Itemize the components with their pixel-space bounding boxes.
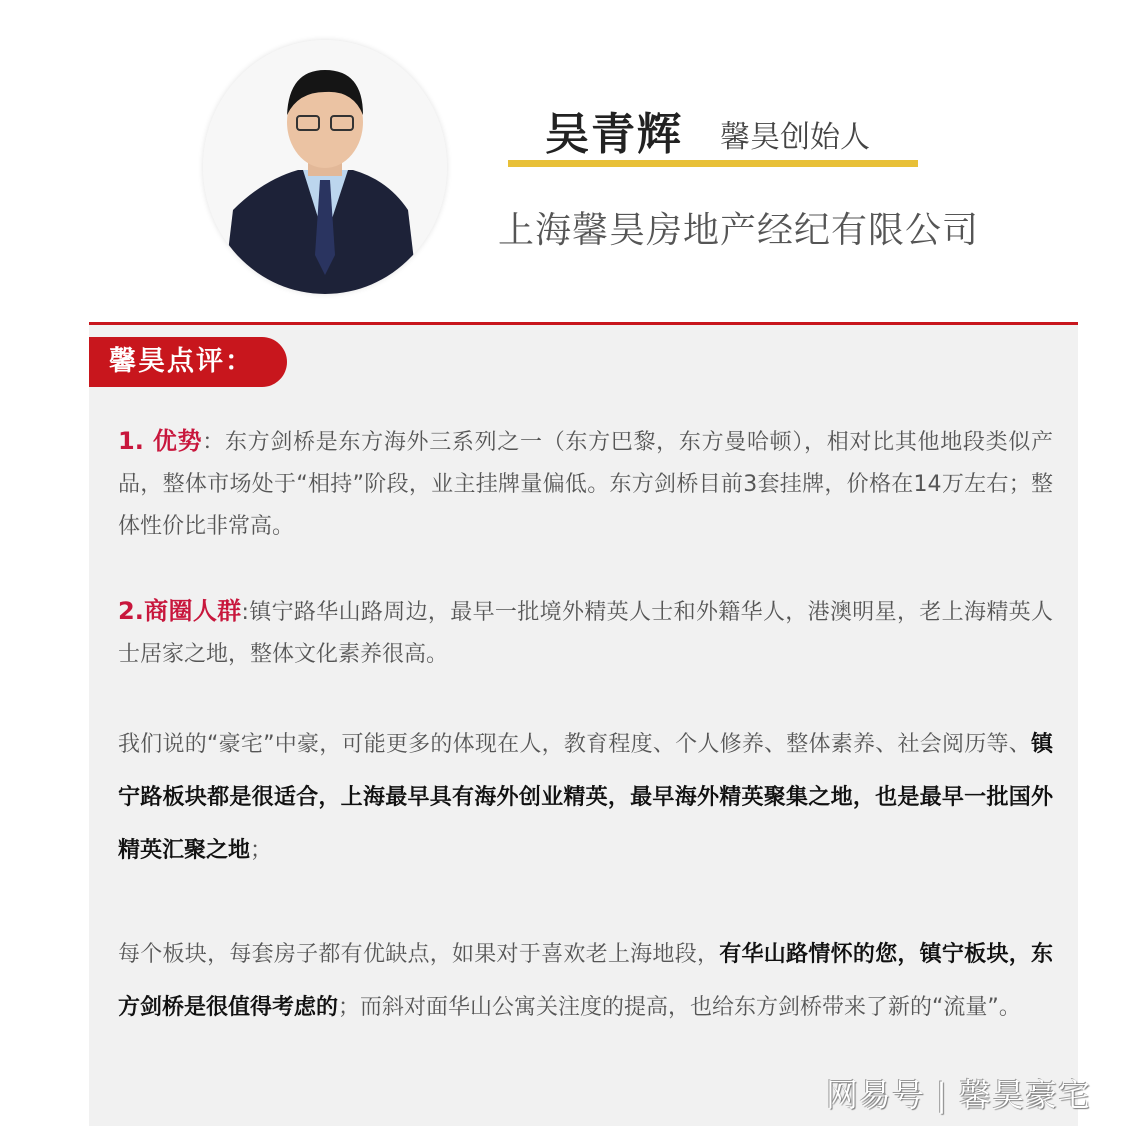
bold-text: 有华山路情怀的您，镇宁板块，东方剑桥是很值得考虑的 xyxy=(118,942,1053,1020)
profile-name: 吴青辉 xyxy=(545,109,683,160)
section-tag: 馨昊点评： xyxy=(89,337,287,387)
paragraph-business-district xyxy=(118,590,1053,676)
bold-text: 镇宁路板块都是很适合，上海最早具有海外创业精英，最早海外精英聚集之地，也是最早一批国外精英汇聚之地 xyxy=(118,732,1053,863)
profile-company: 上海馨昊房地产经纪有限公司 xyxy=(498,210,980,251)
paragraph-text: 我们说的“豪宅”中豪，可能更多的体现在人，教育程度、个人修养、整体素养、社会阅历等、 xyxy=(118,732,1031,757)
profile-role: 馨昊创始人 xyxy=(720,120,870,155)
person-portrait-icon xyxy=(203,40,447,294)
paragraph-text: 每个板块，每套房子都有优缺点，如果对于喜欢老上海地段， xyxy=(118,942,720,967)
profile-photo xyxy=(203,40,447,294)
paragraph-conclusion xyxy=(118,928,1053,1034)
paragraph-heading: 2.商圈人群 xyxy=(118,597,242,625)
paragraph-text: :镇宁路华山路周边，最早一批境外精英人士和外籍华人，港澳明星，老上海精英人士居家之地，整体文化素养很高。 xyxy=(118,600,1053,667)
watermark: 网易号 | 馨昊豪宅 xyxy=(826,1076,1092,1114)
divider-yellow xyxy=(508,160,918,167)
paragraph-advantage xyxy=(118,420,1053,548)
paragraph-heading: 1. 优势 xyxy=(118,427,203,455)
paragraph-text: ：东方剑桥是东方海外三系列之一（东方巴黎，东方曼哈顿），相对比其他地段类似产品，整体市场处于“相持”阶段，业主挂牌量偏低。东方剑桥目前3套挂牌，价格在14万左右；整体性价比非常高。 xyxy=(118,430,1053,539)
paragraph-text: ；而斜对面华山公寓关注度的提高，也给东方剑桥带来了新的“流量”。 xyxy=(338,995,1021,1020)
paragraph-text: ； xyxy=(250,838,273,863)
paragraph-luxury xyxy=(118,718,1053,877)
